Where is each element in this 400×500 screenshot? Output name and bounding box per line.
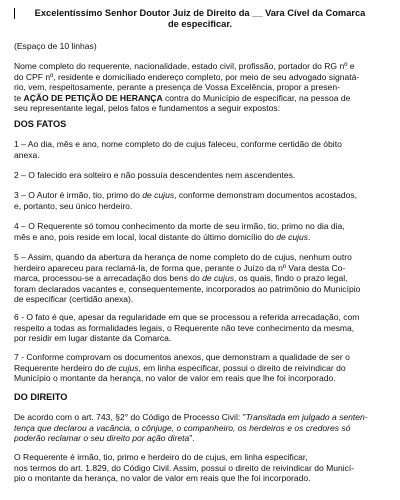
fact-paragraph-6 — [14, 312, 386, 344]
court-address-line-2: de especificar. — [167, 19, 233, 29]
law-line: pio o montante da herança, no valor de valor em reais que lhe foi incorporado. — [14, 473, 311, 483]
fact-text: , os quais, findo o prazo legal, — [233, 273, 348, 283]
law-paragraph-1 — [14, 412, 386, 444]
fact-text: marca, processou-se a arrecadação dos bens do — [14, 273, 203, 283]
law-quote: Transitada em julgado a senten- — [245, 412, 368, 422]
latin-term: de cujus — [106, 362, 139, 373]
fact-line — [14, 363, 386, 374]
fact-paragraph-7 — [14, 352, 386, 384]
fact-line: e, portanto, seu único herdeiro. — [14, 200, 133, 211]
law-quote-line: tença que declarou a vacância, o cônjuge, o companheiro, os herdeiros e os credores só — [14, 422, 351, 433]
fact-paragraph-3 — [14, 190, 386, 211]
fact-line: por residir em lugar distante da Comarca. — [14, 333, 172, 343]
fact-line: foram declarados vacantes e, consequentemente, incorporados ao patrimônio do Município — [14, 283, 361, 294]
intro-line: do CPF nº, residente e domiciliado endereço completo, por meio de seu advogado signatá- — [14, 71, 360, 82]
law-line: nos termos do art. 1.829, do Código Civil. Assim, possui o direito de reivindicar do Municí- — [14, 462, 355, 473]
fact-paragraph-5 — [14, 252, 386, 305]
section-heading-dos-fatos: DOS FATOS — [14, 119, 67, 129]
law-text: ". — [189, 433, 195, 443]
intro-text: contra do Município de especificar, na pessoa de — [162, 92, 351, 103]
space-note: (Espaço de 10 linhas) — [14, 41, 97, 51]
law-line — [14, 433, 386, 444]
fact-line: 5 – Assim, quando da abertura da herança de nome completo do de cujus, nenhum outro — [14, 252, 352, 262]
fact-line — [14, 232, 386, 243]
fact-line: Município o montante da herança, no valor de valor em reais que lhe foi incorporado. — [14, 373, 336, 383]
fact-text: , em linha especificar, possui o direito de reivindicar do — [138, 362, 346, 373]
law-line — [14, 412, 386, 423]
fact-text: mês e ano, pois reside em local, local distante do último domicílio do — [14, 231, 277, 242]
intro-text: te — [14, 92, 24, 103]
intro-line — [14, 93, 386, 104]
intro-line: Nome completo do requerente, nacionalidade, estado civil, profissão, portador do RG nº e — [14, 61, 355, 71]
intro-line: rio, vem, respeitosamente, perante a presença de Vossa Excelência, propor a presen- — [14, 82, 340, 92]
fact-line: respeito a todas as formalidades legais, o Requerente não teve conhecimento da mesma, — [14, 322, 355, 333]
intro-paragraph — [14, 61, 386, 114]
fact-line: 1 – Ao dia, mês e ano, nome completo do de cujus faleceu, conforme certidão de óbito — [14, 139, 342, 149]
law-text: De acordo com o art. 743, §2° do Código de Processo Civil: " — [14, 412, 246, 422]
fact-text: Requerente herdeiro do — [14, 362, 107, 373]
fact-line: herdeiro apareceu para reclamá-la, de forma que, perante o Juízo da nº Vara desta Co- — [14, 262, 346, 273]
fact-text: 3 – O Autor é irmão, tio, primo do — [14, 190, 143, 200]
section-heading-do-direito: DO DIREITO — [14, 392, 68, 402]
law-line: O Requerente é irmão, tio, primo e herdeiro do de cujus, em linha especificar, — [14, 452, 308, 462]
fact-line: 2 – O falecido era solteiro e não possuía descendentes nem ascendentes. — [14, 170, 296, 180]
intro-line: seu representante legal, pelos fatos e fundamentos a seguir expostos: — [14, 103, 281, 113]
fact-text: . — [308, 231, 311, 242]
action-title: AÇÃO DE PETIÇÃO DE HERANÇA — [23, 92, 163, 103]
fact-line: 4 – O Requerente só tomou conhecimento da morte de seu irmão, tio, primo no dia dia, — [14, 221, 345, 231]
law-quote: poderão reclamar o seu direito por ação direta — [14, 433, 190, 443]
fact-line: 7 - Conforme comprovam os documentos anexos, que demonstram a qualidade de ser o — [14, 352, 350, 362]
latin-term: de cujus — [142, 190, 175, 200]
fact-paragraph-4 — [14, 221, 386, 242]
fact-line: anexa. — [14, 149, 40, 160]
fact-line — [14, 273, 386, 284]
latin-term: de cujus — [202, 273, 234, 283]
law-paragraph-2 — [14, 452, 386, 484]
latin-term: de cujus — [276, 231, 309, 242]
fact-line: 6 - O fato é que, apesar da regularidade em que se processou a referida arrecadação, com — [14, 312, 360, 322]
fact-paragraph-2 — [14, 170, 386, 181]
fact-text: , conforme demonstram documentos acostados, — [174, 190, 358, 200]
fact-line — [14, 190, 386, 201]
fact-line: de especificar (certidão anexa). — [14, 294, 134, 304]
court-address-line-1: Excelentíssimo Senhor Doutor Juiz de Direito da __ Vara Cível da Comarca — [34, 8, 366, 18]
fact-paragraph-1 — [14, 139, 386, 160]
